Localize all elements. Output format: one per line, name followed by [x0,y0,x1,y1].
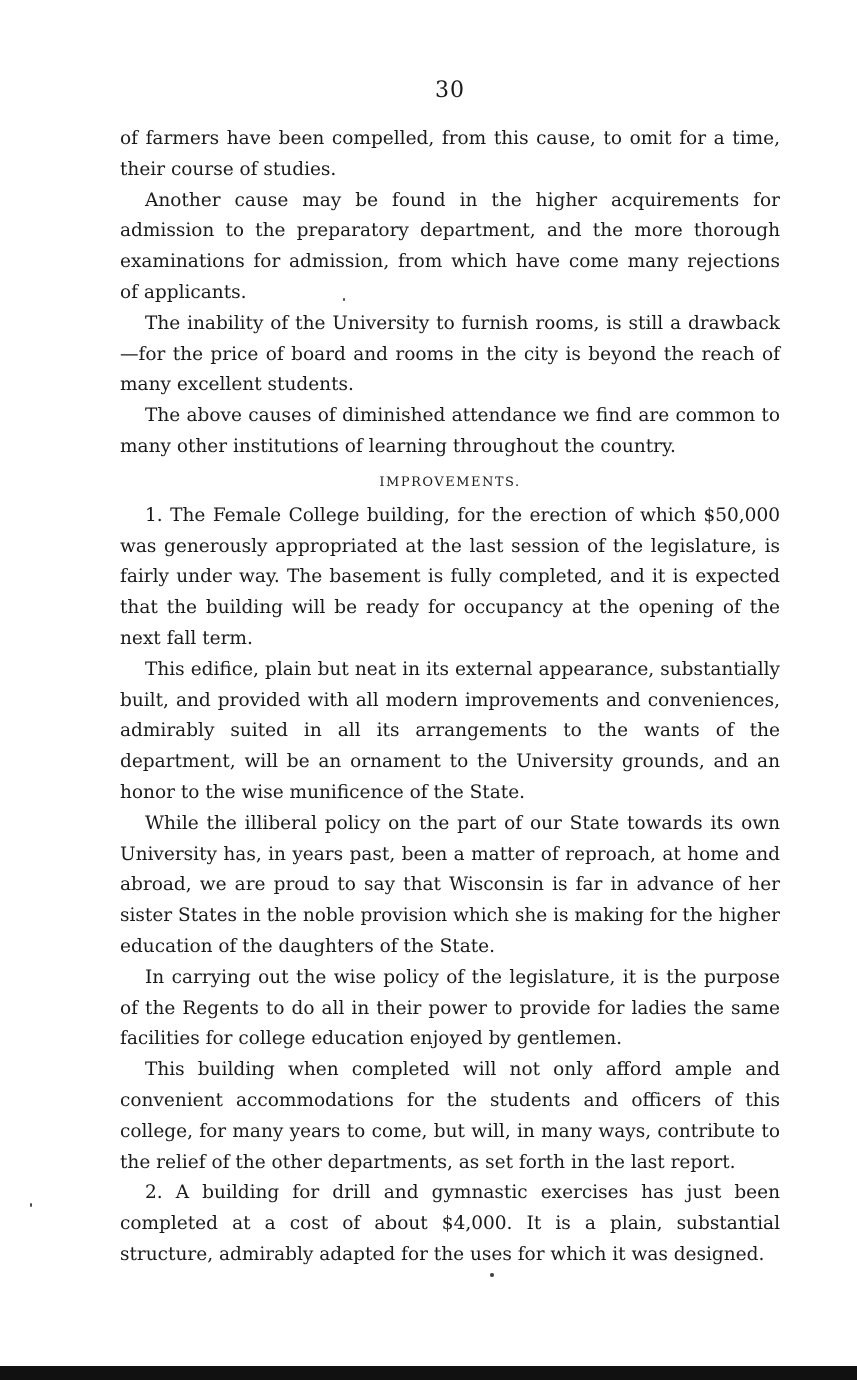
paragraph-edifice: This edifice, plain but neat in its external appearance, substantially built, and provided with all modern improvements and conveniences, admirably suited in all its arrangements to the wants of the department, will be an ornament to the University grounds, and an honor to the wise munificence of the State. [120,658,780,803]
paragraph-diminished-attendance: The above causes of diminished attendance we find are common to many other institutions of learning throughout the country. [120,405,780,457]
ink-speck [343,298,345,301]
paragraph-regents-purpose: In carrying out the wise policy of the legislature, it is the purpose of the Regents to do all in their power to provide for ladies the same facilities for college education enjoyed by gentlemen. [120,966,780,1050]
ink-speck [490,1273,494,1277]
paragraph-rooms: The inability of the University to furnish rooms, is still a drawback—for the price of board and rooms in the city is beyond the reach of many excellent students. [120,312,780,396]
page-bottom-edge [0,1366,857,1380]
paragraph-building-benefits: This building when completed will not only afford ample and convenient accommodations for the students and officers of this college, for many years to come, but will, in many ways, contribute to the relief of the other departments, as set forth in the last report. [120,1059,780,1173]
page-number: 30 [435,78,465,103]
paragraph-continuation: of farmers have been compelled, from this cause, to omit for a time, their course of studies. [120,128,780,180]
paragraph-state-policy: While the illiberal policy on the part of our State towards its own University has, in years past, been a matter of reproach, at home and abroad, we are proud to say that Wisconsin is far in advance of her sister States in the noble provision which she is making for the higher education of the daughters of the State. [120,812,780,957]
paragraph-admission-requirements: Another cause may be found in the higher acquirements for admission to the preparatory department, and the more thorough examinations for admission, from which have come many rejections of applicants. [120,189,780,303]
paragraph-female-college: 1. The Female College building, for the erection of which $50,000 was generously appropriated at the last session of the legislature, is fairly under way. The basement is fully completed, and it is expected that the building will be ready for occupancy at the opening of the next fall term. [120,504,780,649]
section-heading-improvements: IMPROVEMENTS. [379,474,521,490]
body-text [120,124,780,1271]
paragraph-drill-building: 2. A building for drill and gymnastic exercises has just been completed at a cost of about $4,000. It is a plain, substantial structure, admirably adapted for the uses for which it was designed. [120,1182,780,1265]
ink-speck [30,1203,32,1207]
